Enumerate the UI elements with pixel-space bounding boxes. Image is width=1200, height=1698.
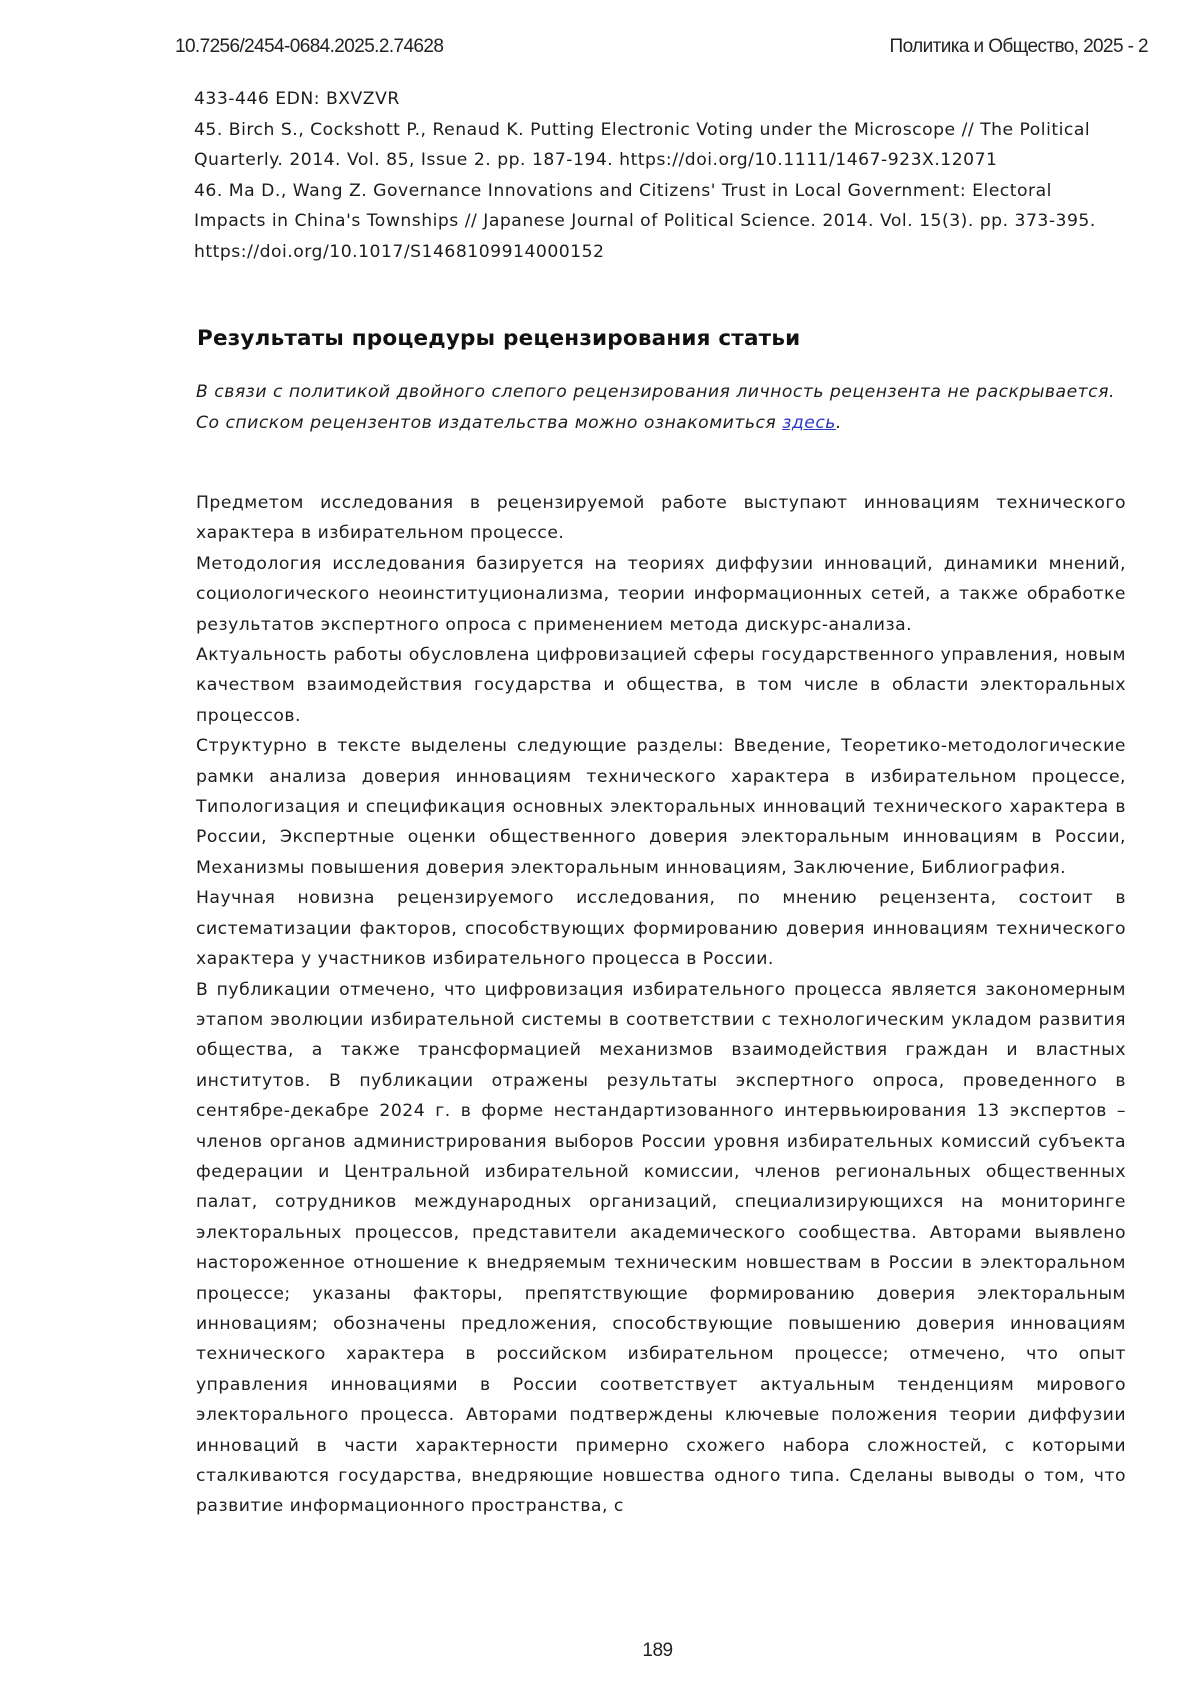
review-body <box>196 488 1126 1522</box>
page-number: 189 <box>642 1640 673 1661</box>
reviewers-list-period: . <box>835 412 842 433</box>
review-paragraph-content: В публикации отмечено, что цифровизация избирательного процесса является закономерным этапом эволюции избирательной системы в соответствии с технологическим укладом развития общества, а также трансформацией механизмов взаимодействия граждан и властных институтов. В публикации отражены результаты экспертного опроса, проведенного в сентябре-декабре 2024 г. в форме нестандартизованного интервьюирования 13 экспертов – членов органов администрирования выборов России уровня избирательных комиссий субъекта федерации и Центральной избирательной комиссии, членов региональных общественных палат, сотрудников международных организаций, специализирующихся на мониторинге электоральных процессов, представители академического сообщества. Авторами выявлено настороженное отношение к внедряемым техническим новшествам в России в электоральном процессе; указаны факторы, препятствующие формированию доверия электоральным инновациям; обозначены предложения, способствующие повышению доверия инновациям технического характера в российском избирательном процессе; отмечено, что опыт управления инновациями в России соответствует актуальным тенденциям мирового электорального процесса. Авторами подтверждены ключевые положения теории диффузии инноваций в части характерности примерно схожего набора сложностей, с которыми сталкиваются государства, внедряющие новшества одного типа. Сделаны выводы о том, что развитие информационного пространства, с <box>196 979 1126 1517</box>
review-paragraph-subject: Предметом исследования в рецензируемой работе выступают инновациям технического характера в избирательном процессе. <box>196 493 1126 544</box>
reference-44-tail: 433-446 EDN: BXVZVR <box>194 89 400 109</box>
reference-46: 46. Ma D., Wang Z. Governance Innovations and Citizens' Trust in Local Government: Electoral Impacts in China's Townships // Japanese Journal of Political Science. 2014. Vol. 15(3). pp. 373-395. https://doi.org/10.1017/S1468109914000152 <box>194 180 1096 262</box>
review-paragraph-structure: Структурно в тексте выделены следующие разделы: Введение, Теоретико-методологические рамки анализа доверия инновациям технического характера в избирательном процессе, Типологизация и спецификация основных электоральных инноваций технического характера в России, Экспертные оценки общественного доверия электоральным инновациям в России, Механизмы повышения доверия электоральным инновациям, Заключение, Библиография. <box>196 736 1126 878</box>
review-section-title: Результаты процедуры рецензирования статьи <box>197 326 801 351</box>
running-header <box>175 36 1148 62</box>
review-paragraph-relevance: Актуальность работы обусловлена цифровизацией сферы государственного управления, новым качеством взаимодействия государства и общества, в том числе в области электоральных процессов. <box>196 645 1126 726</box>
review-paragraph-novelty: Научная новизна рецензируемого исследования, по мнению рецензента, состоит в систематизации факторов, способствующих формированию доверия инновациям технического характера у участников избирательного процесса в России. <box>196 888 1126 970</box>
reference-list <box>194 84 1124 267</box>
doi-label: 10.7256/2454-0684.2025.2.74628 <box>175 36 444 57</box>
blind-review-notice: В связи с политикой двойного слепого рецензирования личность рецензента не раскрывается. <box>196 382 1115 402</box>
review-paragraph-methodology: Методология исследования базируется на теориях диффузии инноваций, динамики мнений, социологического неоинституционализма, теории информационных сетей, а также обработке результатов экспертного опроса с применением метода дискурс-анализа. <box>196 553 1126 635</box>
reviewers-list-text: Со списком рецензентов издательства можно ознакомиться <box>196 412 783 433</box>
review-notice <box>196 377 1126 438</box>
journal-title: Политика и Общество, 2025 - 2 <box>889 36 1148 57</box>
reviewers-list-link[interactable]: здесь <box>782 412 836 433</box>
reviewers-list-notice <box>196 408 1126 439</box>
reference-45: 45. Birch S., Cockshott P., Renaud K. Putting Electronic Voting under the Microscope // The Political Quarterly. 2014. Vol. 85, Issue 2. pp. 187-194. https://doi.org/10.1111/1467-923X.12071 <box>194 119 1091 170</box>
